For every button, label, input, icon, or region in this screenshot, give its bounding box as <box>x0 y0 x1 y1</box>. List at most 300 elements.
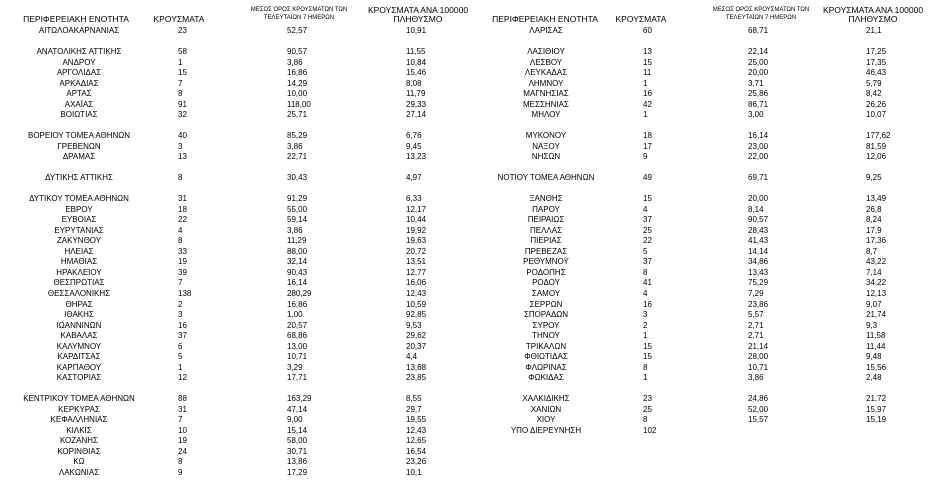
per-100k-value: 17,9 <box>866 225 882 235</box>
avg-value: 8,14 <box>748 204 764 214</box>
cases-value: 4 <box>643 204 648 214</box>
per-100k-value: 26,26 <box>866 99 887 109</box>
avg-value: 5,57 <box>748 310 764 320</box>
avg-value: 75,29 <box>748 278 769 288</box>
avg-value: 47,14 <box>287 404 308 414</box>
region-name: ΣΑΜΟΥ <box>531 289 561 298</box>
cases-value: 12 <box>178 373 187 383</box>
cases-value: 8 <box>178 173 183 183</box>
avg-value: 17,29 <box>287 467 308 477</box>
avg-value: 118,00 <box>287 99 311 109</box>
cases-value: 16 <box>178 320 187 330</box>
region-name: ΕΥΒΟΙΑΣ <box>61 215 97 225</box>
cases-value <box>643 184 683 194</box>
cases-value: 88 <box>178 394 187 404</box>
avg-value <box>748 37 798 47</box>
per-100k-value: 21,74 <box>866 310 887 320</box>
avg-value: 2,71 <box>748 331 764 341</box>
avg-value: 28,43 <box>748 225 769 235</box>
avg-value: 13,43 <box>748 267 769 277</box>
per-100k-value: 23,85 <box>406 373 427 383</box>
avg-value <box>748 184 798 194</box>
per-100k-value: 21,72 <box>866 394 887 404</box>
avg-value: 16,86 <box>287 299 308 309</box>
cases-value <box>178 184 218 194</box>
per-100k-value: 15,56 <box>866 362 887 372</box>
region-name: ΣΠΟΡΑΔΩΝ <box>523 310 569 320</box>
cases-value: 19 <box>178 436 187 446</box>
region-name: ΔΥΤΙΚΟΥ ΤΟΜΕΑ ΑΘΗΝΩΝ <box>29 194 129 204</box>
avg-value: 58,00 <box>287 436 308 446</box>
region-name: ΧΑΝΙΩΝ <box>530 404 562 414</box>
region-name: ΚΑΡΔΙΤΣΑΣ <box>57 352 101 362</box>
avg-value: 23,86 <box>748 299 769 309</box>
cases-value: 37 <box>643 215 652 225</box>
avg-value: 10,71 <box>287 352 308 362</box>
cases-value: 1 <box>643 78 648 88</box>
per-100k-value: 15,97 <box>866 404 887 414</box>
cases-value: 8 <box>178 89 183 99</box>
avg-value: 20,00 <box>748 68 769 78</box>
region-name: ΗΡΑΚΛΕΙΟΥ <box>56 267 102 277</box>
region-name <box>0 384 158 394</box>
region-name: ΡΟΔΟΠΗΣ <box>526 267 566 277</box>
region-name: ΒΟΡΕΙΟΥ ΤΟΜΕΑ ΑΘΗΝΩΝ <box>27 131 131 141</box>
region-name <box>457 384 635 394</box>
region-name: ΝΑΞΟΥ <box>532 141 560 151</box>
avg-value: 14,29 <box>287 78 308 88</box>
per-100k-value: 13,23 <box>406 152 427 162</box>
region-name: ΦΘΙΩΤΙΔΑΣ <box>524 352 568 362</box>
per-100k-value: 9,25 <box>866 173 882 183</box>
region-name: ΜΗΛΟΥ <box>531 110 561 120</box>
per-100k-value: 46,43 <box>866 68 887 78</box>
avg-value <box>748 384 798 394</box>
avg-value: 280,29 <box>287 289 312 298</box>
avg-value: 90,57 <box>748 215 769 225</box>
region-name: ΝΟΤΙΟΥ ΤΟΜΕΑ ΑΘΗΝΩΝ <box>497 173 595 183</box>
per-100k-value: 10,59 <box>406 299 427 309</box>
per-100k-value: 12,13 <box>866 289 887 298</box>
region-name: ΗΛΕΙΑΣ <box>64 246 94 256</box>
avg-value: 16,14 <box>287 278 308 288</box>
per-100k-value: 29,7 <box>406 404 422 414</box>
region-name: ΑΝΑΤΟΛΙΚΗΣ ΑΤΤΙΚΗΣ <box>36 47 122 57</box>
avg-value: 25,86 <box>748 89 769 99</box>
right-header-per-line2: ΠΛΗΘΥΣΜΟ <box>848 14 898 24</box>
avg-value: 16,14 <box>748 131 769 141</box>
avg-value: 3,86 <box>287 57 303 67</box>
region-name <box>457 184 635 194</box>
per-100k-value: 8,7 <box>866 246 878 256</box>
cases-value: 15 <box>643 341 652 351</box>
cases-value: 22 <box>178 215 187 225</box>
right-header-per <box>818 6 928 24</box>
per-100k-value <box>406 384 456 394</box>
per-100k-value: 17,35 <box>866 57 887 67</box>
avg-value: 16,86 <box>287 68 308 78</box>
per-100k-value: 29,33 <box>406 99 427 109</box>
per-100k-value: 12,65 <box>406 436 427 446</box>
region-name: ΡΕΘΥΜΝΟΥ <box>523 257 569 267</box>
per-100k-value: 10,84 <box>406 57 427 67</box>
avg-value: 30,43 <box>287 173 308 183</box>
cases-value: 16 <box>643 89 652 99</box>
avg-value: 24,86 <box>748 394 769 404</box>
cases-value <box>643 121 683 131</box>
region-name: ΧΙΟΥ <box>536 415 556 425</box>
region-name: ΚΕΡΚΥΡΑΣ <box>58 404 100 414</box>
per-100k-value: 11,58 <box>866 331 886 341</box>
avg-value <box>748 163 798 173</box>
per-100k-value: 21,1 <box>866 26 882 35</box>
per-100k-value: 19,92 <box>406 225 427 235</box>
cases-value <box>643 37 683 47</box>
avg-value: 25,71 <box>287 110 308 120</box>
region-name: ΤΡΙΚΑΛΩΝ <box>525 341 567 351</box>
right-header-cases: ΚΡΟΥΣΜΑΤΑ <box>615 14 667 24</box>
cases-value: 24 <box>178 446 187 456</box>
cases-value: 9 <box>643 152 648 162</box>
per-100k-value: 12,43 <box>406 289 427 298</box>
avg-value: 10,00 <box>287 89 308 99</box>
per-100k-value: 26,8 <box>866 204 882 214</box>
per-100k-value <box>866 384 916 394</box>
per-100k-value: 8,24 <box>866 215 882 225</box>
avg-value: 59,14 <box>287 215 308 225</box>
cases-value: 31 <box>178 404 187 414</box>
per-100k-value: 2,48 <box>866 373 882 383</box>
avg-value: 11,29 <box>287 236 307 246</box>
region-name: ΠΕΙΡΑΙΩΣ <box>527 215 565 225</box>
avg-value <box>287 121 337 131</box>
per-100k-value <box>406 37 456 47</box>
avg-value: 52,57 <box>287 26 308 35</box>
cases-value: 10 <box>178 425 187 435</box>
cases-value: 8 <box>643 362 648 372</box>
cases-value: 1 <box>178 362 183 372</box>
cases-value: 25 <box>643 225 652 235</box>
region-name: ΜΑΓΝΗΣΙΑΣ <box>523 89 569 99</box>
avg-value: 15,57 <box>748 415 769 425</box>
region-name: ΑΧΑΪΑΣ <box>64 99 94 109</box>
avg-value: 22,00 <box>748 152 769 162</box>
per-100k-value <box>866 37 916 47</box>
region-name: ΒΟΙΩΤΙΑΣ <box>60 110 98 120</box>
per-100k-value: 12,17 <box>406 204 427 214</box>
cases-value <box>643 384 683 394</box>
region-name: ΛΑΡΙΣΑΣ <box>529 26 563 35</box>
per-100k-value: 4,4 <box>406 352 418 362</box>
region-name: ΚΙΛΚΙΣ <box>66 425 92 435</box>
region-name: ΛΑΣΙΘΙΟΥ <box>527 47 565 57</box>
avg-value: 21,14 <box>748 341 769 351</box>
region-name: ΦΩΚΙΔΑΣ <box>528 373 564 383</box>
cases-value: 31 <box>178 194 187 204</box>
per-100k-value: 10,1 <box>406 467 422 477</box>
region-name: ΥΠΟ ΔΙΕΡΕΥΝΗΣΗ <box>510 425 582 435</box>
per-100k-value: 17,36 <box>866 236 887 246</box>
cases-value: 58 <box>178 47 187 57</box>
per-100k-value: 12,06 <box>866 152 887 162</box>
region-name: ΚΩ <box>73 457 85 467</box>
cases-value <box>178 37 218 47</box>
per-100k-value: 16,54 <box>406 446 427 456</box>
region-name: ΡΟΔΟΥ <box>532 278 560 288</box>
cases-value: 2 <box>643 320 648 330</box>
avg-value: 10,71 <box>748 362 769 372</box>
region-name: ΕΒΡΟΥ <box>65 204 93 214</box>
region-name: ΘΕΣΣΑΛΟΝΙΚΗΣ <box>47 289 111 298</box>
avg-value: 25,00 <box>748 57 769 67</box>
avg-value <box>748 121 798 131</box>
avg-value <box>287 163 337 173</box>
region-name: ΔΥΤΙΚΗΣ ΑΤΤΙΚΗΣ <box>45 173 113 183</box>
region-name: ΖΑΚΥΝΘΟΥ <box>56 236 102 246</box>
cases-value: 9 <box>178 467 183 477</box>
avg-value: 34,86 <box>748 257 769 267</box>
avg-value: 2,71 <box>748 320 764 330</box>
per-100k-value: 15,46 <box>406 68 427 78</box>
per-100k-value: 10,91 <box>406 26 427 35</box>
right-header-per-line1: ΚΡΟΥΣΜΑΤΑ ΑΝΑ 100000 <box>822 5 924 15</box>
avg-value: 41,43 <box>748 236 769 246</box>
region-name: ΛΕΥΚΑΔΑΣ <box>524 68 568 78</box>
cases-value: 1 <box>643 110 648 120</box>
region-name: ΜΥΚΟΝΟΥ <box>525 131 567 141</box>
per-100k-value: 9,3 <box>866 320 878 330</box>
avg-value: 23,00 <box>748 141 769 151</box>
region-name: ΚΕΝΤΡΙΚΟΥ ΤΟΜΕΑ ΑΘΗΝΩΝ <box>23 394 135 404</box>
avg-value: 9,00 <box>287 415 303 425</box>
avg-value: 15,14 <box>287 425 308 435</box>
region-name <box>457 37 635 47</box>
avg-value: 20,00 <box>748 194 769 204</box>
cases-value: 1 <box>178 57 183 67</box>
per-100k-value: 9,45 <box>406 141 422 151</box>
per-100k-value: 20,72 <box>406 246 427 256</box>
cases-value: 102 <box>643 425 657 435</box>
cases-value: 42 <box>643 99 652 109</box>
region-name <box>0 37 158 47</box>
cases-value: 3 <box>178 310 183 320</box>
avg-value: 22,14 <box>748 47 769 57</box>
per-100k-value: 15,19 <box>866 415 887 425</box>
region-name: ΓΡΕΒΕΝΩΝ <box>57 141 101 151</box>
region-name <box>0 184 158 194</box>
region-name: ΚΑΒΑΛΑΣ <box>60 331 98 341</box>
cases-value: 8 <box>178 457 183 467</box>
cases-value: 17 <box>643 141 652 151</box>
cases-value: 4 <box>643 289 648 298</box>
avg-value: 17,71 <box>287 373 308 383</box>
per-100k-value: 13,68 <box>406 362 427 372</box>
right-header-avg-line1: ΜΕΣΟΣ ΟΡΟΣ ΚΡΟΥΣΜΑΤΩΝ ΤΩΝ <box>712 7 810 13</box>
cases-value <box>178 384 218 394</box>
per-100k-value: 177,62 <box>866 131 891 141</box>
region-name: ΣΕΡΡΩΝ <box>529 299 563 309</box>
per-100k-value: 13,51 <box>406 257 427 267</box>
avg-value: 68,86 <box>287 331 308 341</box>
per-100k-value: 4,97 <box>406 173 422 183</box>
cases-value: 7 <box>178 78 183 88</box>
avg-value: 85,29 <box>287 131 308 141</box>
region-name: ΞΑΝΘΗΣ <box>529 194 563 204</box>
cases-value: 4 <box>178 225 183 235</box>
avg-value: 13,00 <box>287 341 308 351</box>
cases-value: 3 <box>178 141 183 151</box>
left-header-per-line1: ΚΡΟΥΣΜΑΤΑ ΑΝΑ 100000 <box>367 5 469 15</box>
avg-value: 163,29 <box>287 394 312 404</box>
cases-value: 23 <box>643 394 652 404</box>
per-100k-value: 23,26 <box>406 457 427 467</box>
per-100k-value: 11,79 <box>406 89 426 99</box>
per-100k-value <box>866 184 916 194</box>
region-name: ΙΘΑΚΗΣ <box>64 310 94 320</box>
avg-value <box>287 37 337 47</box>
avg-value <box>287 184 337 194</box>
region-name: ΑΝΔΡΟΥ <box>62 57 96 67</box>
cases-value: 25 <box>643 404 652 414</box>
per-100k-value: 6,76 <box>406 131 422 141</box>
region-name: ΛΗΜΝΟΥ <box>528 78 564 88</box>
cases-value: 6 <box>178 341 183 351</box>
avg-value: 88,00 <box>287 246 308 256</box>
cases-value: 8 <box>643 267 648 277</box>
region-name: ΦΛΩΡΙΝΑΣ <box>525 362 567 372</box>
cases-value: 13 <box>643 47 652 57</box>
cases-value: 7 <box>178 278 183 288</box>
per-100k-value: 8,55 <box>406 394 422 404</box>
avg-value: 52,00 <box>748 404 769 414</box>
region-name: ΑΡΤΑΣ <box>66 89 92 99</box>
region-name: ΕΥΡΥΤΑΝΙΑΣ <box>54 225 104 235</box>
per-100k-value: 19,63 <box>406 236 427 246</box>
left-header-avg-line1: ΜΕΣΟΣ ΟΡΟΣ ΚΡΟΥΣΜΑΤΩΝ ΤΩΝ <box>250 7 348 13</box>
cases-value: 2 <box>178 299 183 309</box>
per-100k-value: 16,06 <box>406 278 427 288</box>
cases-value <box>643 163 683 173</box>
region-name: ΣΥΡΟΥ <box>532 320 560 330</box>
per-100k-value: 8,08 <box>406 78 422 88</box>
cases-value: 19 <box>178 257 187 267</box>
cases-value: 32 <box>178 110 187 120</box>
region-name: ΠΕΛΛΑΣ <box>529 225 563 235</box>
cases-value: 18 <box>643 131 652 141</box>
region-name: ΚΟΖΑΝΗΣ <box>59 436 99 446</box>
left-header-avg <box>240 7 358 21</box>
per-100k-value <box>866 426 916 436</box>
left-header-per <box>362 6 474 24</box>
per-100k-value: 9,07 <box>866 299 882 309</box>
cases-value: 13 <box>178 152 187 162</box>
region-name: ΠΡΕΒΕΖΑΣ <box>524 246 568 256</box>
region-name: ΑΡΚΑΔΙΑΣ <box>59 78 99 88</box>
cases-value: 5 <box>178 352 183 362</box>
cases-value: 1 <box>643 331 648 341</box>
cases-value: 7 <box>178 415 183 425</box>
avg-value: 3,29 <box>287 362 303 372</box>
avg-value <box>287 384 337 394</box>
region-name: ΚΑΡΠΑΘΟΥ <box>56 362 102 372</box>
cases-value: 8 <box>178 236 183 246</box>
per-100k-value: 81,59 <box>866 141 887 151</box>
per-100k-value: 9,48 <box>866 352 882 362</box>
region-name: ΤΗΝΟΥ <box>532 331 560 341</box>
per-100k-value: 13,49 <box>866 194 887 204</box>
avg-value: 30,71 <box>287 446 308 456</box>
right-header-region: ΠΕΡΙΦΕΡΕΙΑΚΗ ΕΝΟΤΗΤΑ <box>492 14 598 24</box>
left-header-per-line2: ΠΛΗΘΥΣΜΟ <box>393 14 443 24</box>
cases-value: 3 <box>643 310 648 320</box>
cases-value: 16 <box>643 299 652 309</box>
region-name: ΑΙΤΩΛΟΑΚΑΡΝΑΝΙΑΣ <box>38 26 120 35</box>
region-name: ΗΜΑΘΙΑΣ <box>60 257 98 267</box>
cases-value: 41 <box>643 278 652 288</box>
avg-value: 3,86 <box>287 225 303 235</box>
region-name: ΑΡΓΟΛΙΔΑΣ <box>56 68 102 78</box>
cases-value: 37 <box>643 257 652 267</box>
avg-value: 90,43 <box>287 267 308 277</box>
region-name: ΠΙΕΡΙΑΣ <box>530 236 562 246</box>
region-name <box>0 163 158 173</box>
per-100k-value: 12,77 <box>406 267 427 277</box>
per-100k-value: 17,25 <box>866 47 887 57</box>
avg-value: 3,00 <box>748 110 764 120</box>
right-header-avg <box>702 7 820 21</box>
per-100k-value: 92,85 <box>406 310 427 320</box>
cases-value: 49 <box>643 173 652 183</box>
avg-value: 3,86 <box>287 141 303 151</box>
cases-value: 22 <box>643 236 652 246</box>
cases-value: 15 <box>643 57 652 67</box>
per-100k-value: 27,14 <box>406 110 427 120</box>
cases-value: 23 <box>178 26 187 35</box>
region-name: ΔΡΑΜΑΣ <box>62 152 96 162</box>
per-100k-value: 7,14 <box>866 267 882 277</box>
avg-value: 68,71 <box>748 26 769 35</box>
left-header-region: ΠΕΡΙΦΕΡΕΙΑΚΗ ΕΝΟΤΗΤΑ <box>23 14 129 24</box>
per-100k-value: 19,55 <box>406 415 427 425</box>
region-name: ΛΕΣΒΟΥ <box>529 57 563 67</box>
per-100k-value: 6,33 <box>406 194 422 204</box>
per-100k-value <box>406 184 456 194</box>
region-name: ΚΟΡΙΝΘΙΑΣ <box>57 446 101 456</box>
cases-value: 15 <box>643 194 652 204</box>
per-100k-value: 10,07 <box>866 110 887 120</box>
avg-value: 86,71 <box>748 99 769 109</box>
per-100k-value: 11,55 <box>406 47 426 57</box>
per-100k-value: 20,37 <box>406 341 427 351</box>
per-100k-value: 29,62 <box>406 331 427 341</box>
left-header-avg-line2: ΤΕΛΕΥΤΑΙΩΝ 7 ΗΜΕΡΩΝ <box>263 15 335 21</box>
avg-value: 3,71 <box>748 78 764 88</box>
avg-value: 22,71 <box>287 152 308 162</box>
cases-value <box>178 163 218 173</box>
cases-value: 37 <box>178 331 187 341</box>
region-name: ΠΑΡΟΥ <box>532 204 560 214</box>
cases-value: 5 <box>643 246 648 256</box>
right-header-avg-line2: ΤΕΛΕΥΤΑΙΩΝ 7 ΗΜΕΡΩΝ <box>725 15 797 21</box>
avg-value: 13,86 <box>287 457 308 467</box>
avg-value: 1,00 <box>287 310 303 320</box>
cases-value <box>178 121 218 131</box>
cases-value: 11 <box>643 68 652 78</box>
cases-value: 40 <box>178 131 187 141</box>
region-name <box>457 163 635 173</box>
per-100k-value: 11,44 <box>866 341 886 351</box>
region-name: ΙΩΑΝΝΙΝΩΝ <box>56 320 102 330</box>
